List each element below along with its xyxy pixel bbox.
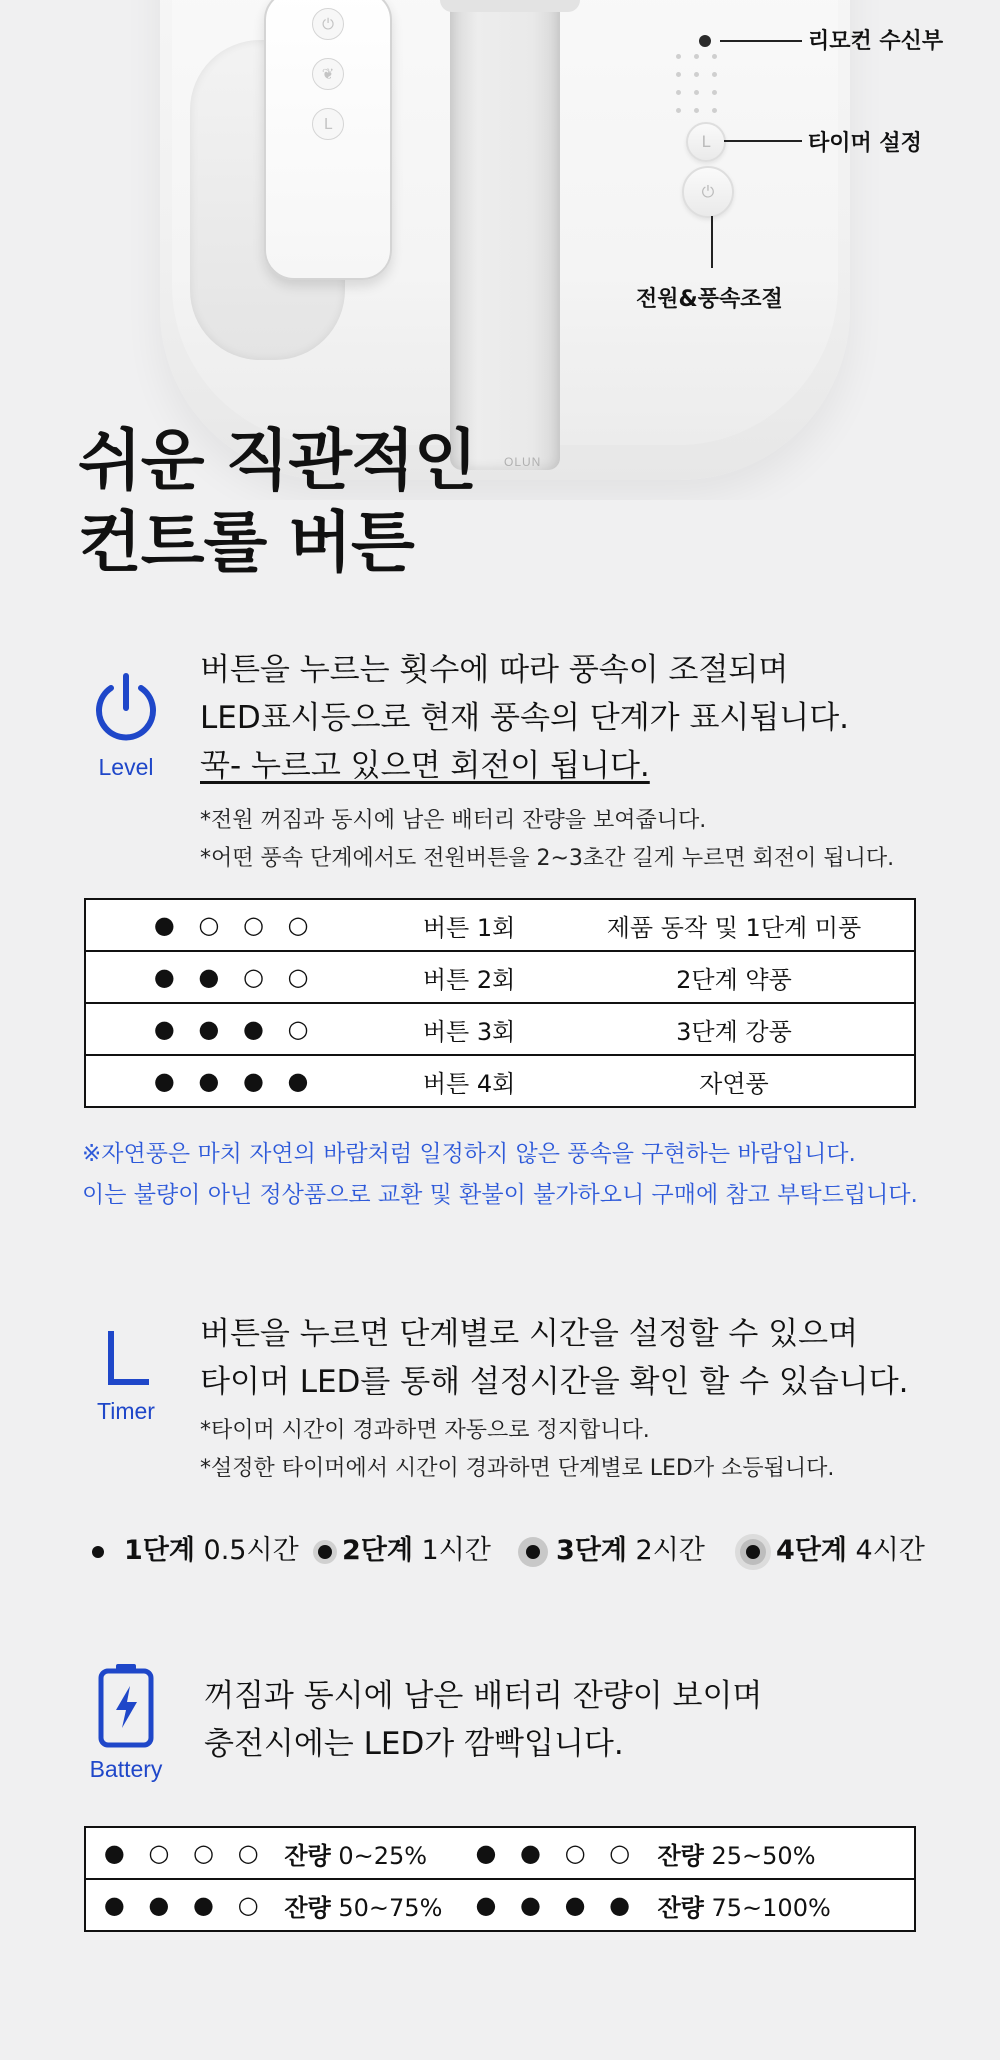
timer-time: 4시간	[855, 1535, 925, 1566]
natural-wind-notice	[82, 1134, 918, 1216]
level-lead-2: LED표시등으로 현재 풍속의 단계가 표시됩니다.	[200, 700, 850, 736]
timer-label: Timer	[97, 1398, 155, 1424]
table-row	[85, 1827, 915, 1879]
press-count: 버튼 2회	[384, 951, 554, 1003]
level-feature-icon	[71, 672, 181, 781]
timer-lead-2: 타이머 LED를 통해 설정시간을 확인 할 수 있습니다.	[200, 1364, 909, 1400]
led-dot	[694, 90, 699, 95]
remote-receiver-dot	[699, 35, 711, 47]
battery-key: 잔량	[657, 1893, 704, 1922]
timer-icon	[96, 1330, 156, 1390]
timer-stage: 4단계	[776, 1535, 847, 1566]
mode-description: 2단계 약풍	[554, 951, 915, 1003]
remote-control	[264, 0, 392, 280]
led-dot	[712, 108, 717, 113]
callout-remote-receiver: 리모컨 수신부	[808, 29, 944, 54]
led-pattern: ● ● ○ ○	[85, 951, 384, 1003]
timer-step-4	[746, 1528, 925, 1567]
power-button-icon: ⏻	[682, 166, 734, 218]
led-dot	[712, 54, 717, 59]
battery-range: 25~50%	[711, 1841, 816, 1870]
led-pattern: ● ● ● ●	[456, 1879, 657, 1931]
battery-range: 50~75%	[338, 1893, 443, 1922]
led-pattern: ● ○ ○ ○	[85, 899, 384, 951]
table-row	[85, 951, 915, 1003]
battery-key: 잔량	[284, 1893, 331, 1922]
table-row	[85, 1879, 915, 1931]
led-dot	[676, 72, 681, 77]
table-row	[85, 1055, 915, 1107]
timer-note-1: *타이머 시간이 경과하면 자동으로 정지합니다.	[200, 1418, 650, 1443]
led-pattern: ● ● ● ○	[85, 1879, 284, 1931]
table-row	[85, 1003, 915, 1055]
timer-step-3	[526, 1528, 705, 1567]
battery-charging-icon	[96, 1662, 156, 1748]
timer-time: 0.5시간	[203, 1535, 299, 1566]
mode-description: 자연풍	[554, 1055, 915, 1107]
led-pattern: ● ● ● ○	[85, 1003, 384, 1055]
mode-description: 제품 동작 및 1단계 미풍	[554, 899, 915, 951]
battery-key: 잔량	[284, 1841, 331, 1870]
product-logo: OLUN	[504, 455, 542, 469]
timer-time: 1시간	[421, 1535, 491, 1566]
remote-power-icon: ⏻	[312, 8, 344, 40]
remote-leaf-icon: ❦	[312, 58, 344, 90]
led-dot	[676, 54, 681, 59]
battery-label: Battery	[89, 1756, 163, 1782]
remote-timer-icon: L	[312, 108, 344, 140]
callout-line	[724, 140, 802, 142]
battery-key: 잔량	[657, 1841, 704, 1870]
level-description	[200, 646, 894, 878]
led-dot	[676, 90, 681, 95]
table-row	[85, 899, 915, 951]
level-table	[84, 898, 916, 1108]
notice-line-1: ※자연풍은 마치 자연의 바람처럼 일정하지 않은 풍속을 구현하는 바람입니다.	[82, 1141, 856, 1167]
level-lead-1: 버튼을 누르는 횟수에 따라 풍속이 조절되며	[200, 652, 789, 688]
press-count: 버튼 4회	[384, 1055, 554, 1107]
timer-stage: 2단계	[342, 1535, 413, 1566]
battery-feature-icon	[71, 1662, 181, 1783]
timer-note-2: *설정한 타이머에서 시간이 경과하면 단계별로 LED가 소등됩니다.	[200, 1456, 835, 1481]
page-title	[78, 420, 477, 584]
notice-line-2: 이는 불량이 아닌 정상품으로 교환 및 환불이 불가하오니 구매에 참고 부탁드립니다.	[82, 1182, 918, 1208]
title-line-1: 쉬운 직관적인	[78, 422, 477, 499]
timer-led-icon	[746, 1545, 760, 1559]
timer-step-1	[92, 1528, 299, 1567]
timer-stage: 1단계	[124, 1535, 195, 1566]
led-dot	[694, 72, 699, 77]
callout-line	[711, 216, 713, 268]
level-note-2: *어떤 풍속 단계에서도 전원버튼을 2~3초간 길게 누르면 회전이 됩니다.	[200, 846, 895, 871]
battery-table	[84, 1826, 916, 1932]
callout-timer-setting: 타이머 설정	[808, 131, 922, 156]
callout-line	[720, 40, 802, 42]
callout-power-speed: 전원&풍속조절	[636, 287, 783, 312]
level-label: Level	[98, 754, 154, 780]
press-count: 버튼 1회	[384, 899, 554, 951]
led-dot	[676, 108, 681, 113]
battery-lead-2: 충전시에는 LED가 깜빡입니다.	[204, 1726, 624, 1762]
level-lead-3: 꾹- 누르고 있으면 회전이 됩니다.	[200, 748, 650, 784]
timer-led-icon	[92, 1546, 104, 1558]
title-line-2: 컨트롤 버튼	[78, 504, 414, 581]
fan-neck	[440, 0, 580, 12]
neck-groove	[450, 0, 560, 470]
timer-button-icon: L	[686, 122, 726, 162]
led-dot	[694, 54, 699, 59]
timer-step-2	[318, 1528, 491, 1567]
battery-range: 0~25%	[338, 1841, 428, 1870]
timer-stage: 3단계	[556, 1535, 627, 1566]
led-dot	[712, 90, 717, 95]
press-count: 버튼 3회	[384, 1003, 554, 1055]
battery-range: 75~100%	[711, 1893, 831, 1922]
timer-time: 2시간	[635, 1535, 705, 1566]
mode-description: 3단계 강풍	[554, 1003, 915, 1055]
led-pattern: ● ● ○ ○	[456, 1827, 657, 1879]
led-pattern: ● ○ ○ ○	[85, 1827, 284, 1879]
timer-lead-1: 버튼을 누르면 단계별로 시간을 설정할 수 있으며	[200, 1316, 859, 1352]
timer-feature-icon	[71, 1330, 181, 1425]
led-pattern: ● ● ● ●	[85, 1055, 384, 1107]
battery-lead-1: 꺼짐과 동시에 남은 배터리 잔량이 보이며	[204, 1678, 763, 1714]
timer-led-icon	[318, 1545, 332, 1559]
power-icon	[91, 672, 161, 746]
timer-led-icon	[526, 1545, 540, 1559]
led-dot	[712, 72, 717, 77]
level-note-1: *전원 꺼짐과 동시에 남은 배터리 잔량을 보여줍니다.	[200, 808, 707, 833]
battery-description	[204, 1672, 762, 1768]
timer-description	[200, 1310, 909, 1488]
led-dot	[694, 108, 699, 113]
